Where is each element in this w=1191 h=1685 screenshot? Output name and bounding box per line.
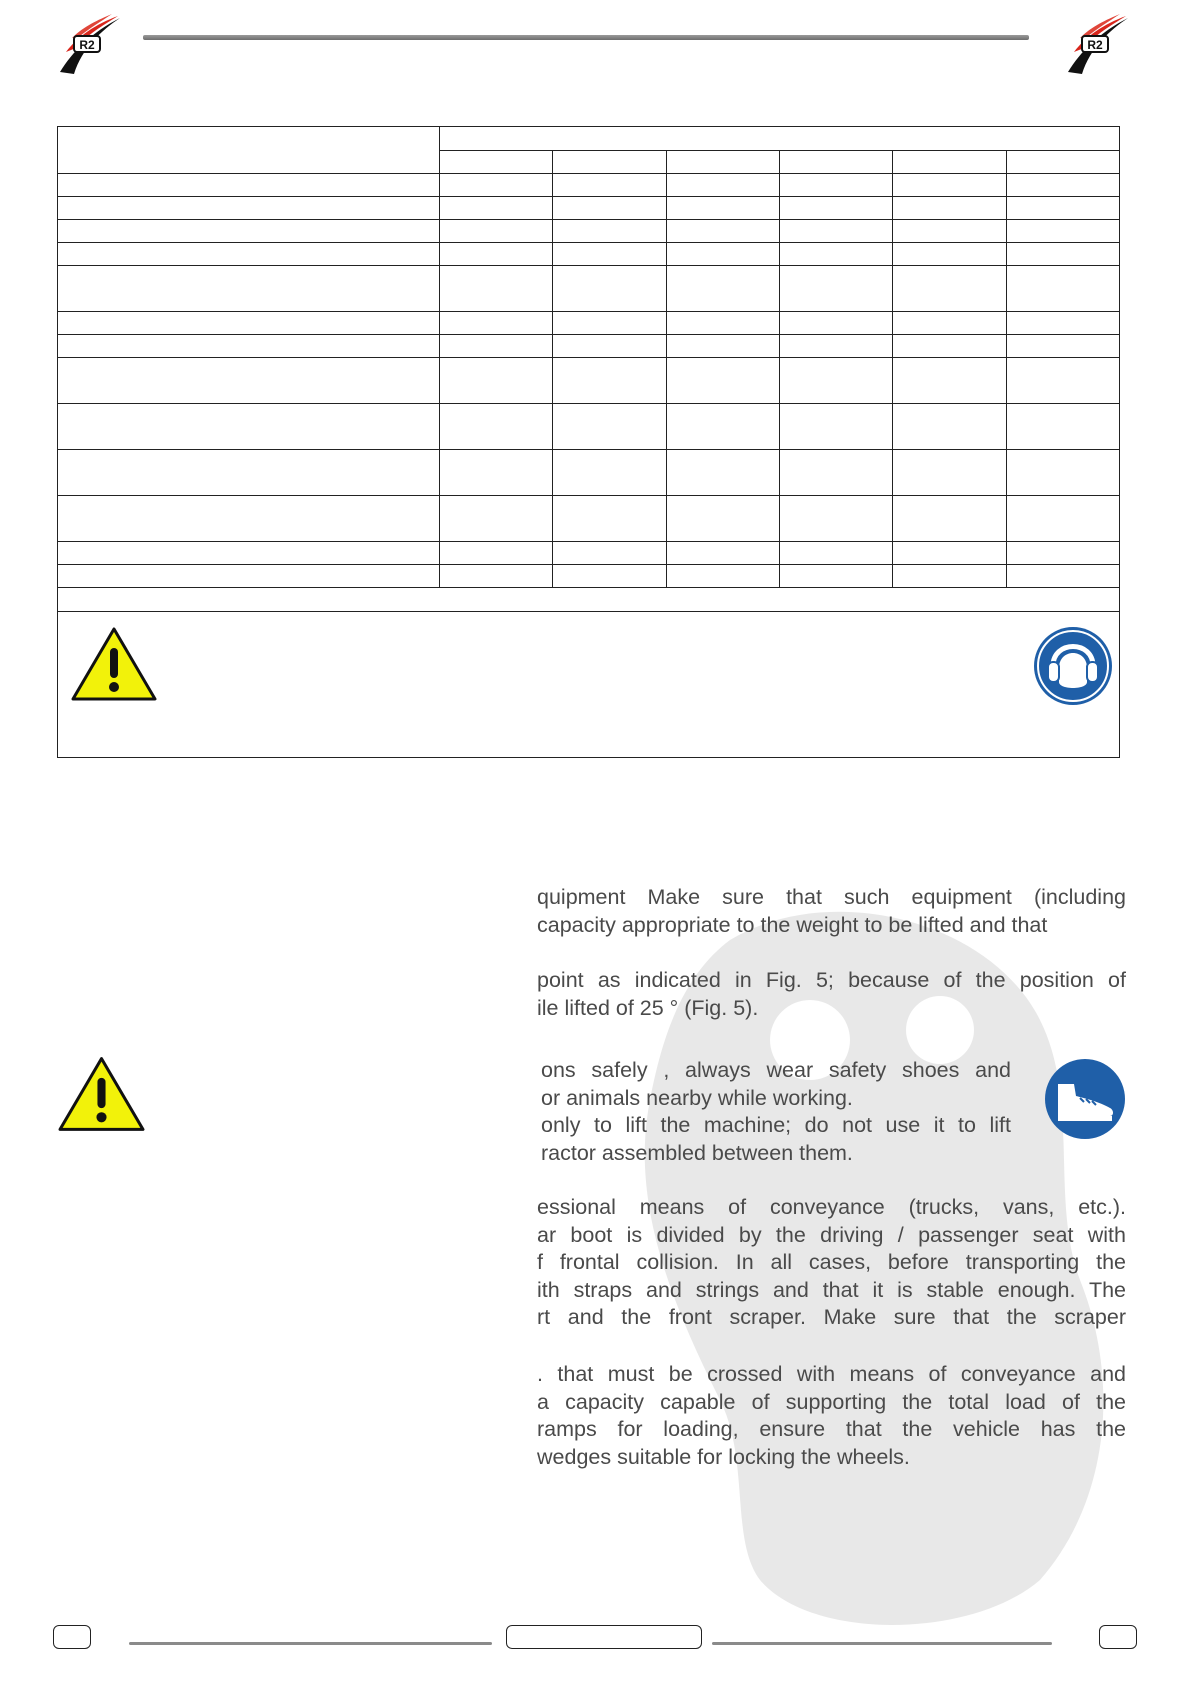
text-line: or animals nearby while working.	[541, 1085, 853, 1110]
table-value-cell	[893, 496, 1006, 542]
table-value-cell	[893, 565, 1006, 588]
table-value-cell	[1006, 243, 1119, 266]
table-value-cell	[553, 266, 666, 312]
table-row	[58, 197, 1120, 220]
text-line: point as indicated in Fig. 5; because of the position of	[537, 968, 1126, 992]
table-value-cell	[893, 312, 1006, 335]
table-value-cell	[893, 450, 1006, 496]
page-number-box-right	[1099, 1625, 1137, 1649]
table-note-row	[58, 588, 1120, 612]
table-value-cell	[1006, 335, 1119, 358]
table-value-cell	[666, 542, 779, 565]
table-label-cell	[58, 174, 440, 197]
table-warning-row	[58, 612, 1120, 758]
page-number-box-left	[53, 1625, 91, 1649]
text-line: ith straps and strings and that it is stable enough. The	[537, 1277, 1126, 1302]
table-row	[58, 266, 1120, 312]
table-warning-cell	[58, 612, 1120, 758]
table-value-cell	[1006, 220, 1119, 243]
table-value-cell	[1006, 404, 1119, 450]
table-label-cell	[58, 335, 440, 358]
ear-protection-icon	[1033, 626, 1113, 706]
r2-logo	[1060, 12, 1132, 80]
table-value-cell	[666, 243, 779, 266]
paragraph-ramps	[537, 1361, 1126, 1471]
table-value-cell	[440, 450, 553, 496]
table-value-cell	[779, 312, 892, 335]
table-header-row	[58, 127, 1120, 151]
text-line: wedges suitable for locking the wheels.	[537, 1444, 910, 1469]
text-line: ractor assembled between them.	[541, 1140, 853, 1165]
table-row	[58, 404, 1120, 450]
table-value-cell	[779, 496, 892, 542]
table-row	[58, 565, 1120, 588]
table-value-cell	[553, 197, 666, 220]
table-row	[58, 542, 1120, 565]
footer-center-box	[506, 1625, 702, 1649]
table-value-cell	[440, 312, 553, 335]
table-label-cell	[58, 496, 440, 542]
table-value-cell	[666, 404, 779, 450]
table-value-cell	[440, 358, 553, 404]
table-value-cell	[553, 220, 666, 243]
table-header-cell	[553, 151, 666, 174]
table-value-cell	[440, 174, 553, 197]
table-row	[58, 335, 1120, 358]
table-header-cell	[893, 151, 1006, 174]
text-line: f frontal collision. In all cases, before transporting the	[537, 1250, 1126, 1274]
table-value-cell	[553, 450, 666, 496]
table-value-cell	[1006, 312, 1119, 335]
table-value-cell	[553, 404, 666, 450]
table-label-cell	[58, 243, 440, 266]
table-value-cell	[779, 542, 892, 565]
table-header-cell	[1006, 151, 1119, 174]
table-value-cell	[893, 404, 1006, 450]
text-line: only to lift the machine; do not use it to lift	[541, 1113, 1011, 1137]
table-value-cell	[893, 266, 1006, 312]
text-line: ar boot is divided by the driving / passenger seat with	[537, 1222, 1126, 1247]
table-value-cell	[893, 542, 1006, 565]
table-header-label-cell	[58, 127, 440, 174]
table-value-cell	[440, 542, 553, 565]
table-row	[58, 174, 1120, 197]
table-row	[58, 220, 1120, 243]
table-value-cell	[893, 243, 1006, 266]
table-value-cell	[893, 335, 1006, 358]
table-label-cell	[58, 312, 440, 335]
table-value-cell	[666, 312, 779, 335]
table-value-cell	[666, 496, 779, 542]
text-line: capacity appropriate to the weight to be lifted and that	[537, 912, 1048, 937]
warning-triangle-icon	[70, 626, 158, 702]
table-value-cell	[440, 404, 553, 450]
table-value-cell	[779, 174, 892, 197]
text-line: essional means of conveyance (trucks, vans, etc.).	[537, 1195, 1126, 1219]
paragraph-safety-shoes	[541, 1057, 1011, 1167]
table-header-cell	[666, 151, 779, 174]
table-value-cell	[1006, 358, 1119, 404]
text-line: ramps for loading, ensure that the vehicle has the	[537, 1417, 1126, 1441]
table-value-cell	[893, 358, 1006, 404]
table-value-cell	[553, 312, 666, 335]
table-value-cell	[779, 197, 892, 220]
table-value-cell	[666, 174, 779, 197]
table-value-cell	[666, 358, 779, 404]
svg-text:R2: R2	[79, 38, 95, 52]
table-value-cell	[440, 243, 553, 266]
table-value-cell	[779, 565, 892, 588]
table-value-cell	[440, 565, 553, 588]
paragraph-lifting-point	[537, 967, 1126, 1022]
table-label-cell	[58, 450, 440, 496]
text-line: . that must be crossed with means of conveyance and	[537, 1362, 1126, 1386]
table-value-cell	[1006, 174, 1119, 197]
header-rule	[143, 35, 1029, 40]
warning-triangle-icon	[57, 1055, 146, 1133]
table-label-cell	[58, 358, 440, 404]
table-row	[58, 358, 1120, 404]
table-value-cell	[779, 266, 892, 312]
footer-rule-right	[712, 1642, 1052, 1645]
table-value-cell	[779, 450, 892, 496]
text-line: ile lifted of 25 ° (Fig. 5).	[537, 995, 759, 1020]
paragraph-transport	[537, 1194, 1126, 1332]
table-header-cell	[440, 151, 553, 174]
table-value-cell	[1006, 197, 1119, 220]
table-value-cell	[666, 335, 779, 358]
text-line: ons safely , always wear safety shoes and	[541, 1058, 1011, 1082]
footer-rule-left	[129, 1642, 492, 1645]
table-value-cell	[1006, 542, 1119, 565]
safety-shoes-icon	[1044, 1058, 1126, 1140]
table-header-cell	[779, 151, 892, 174]
table-value-cell	[440, 266, 553, 312]
table-label-cell	[58, 220, 440, 243]
table-label-cell	[58, 565, 440, 588]
table-value-cell	[779, 404, 892, 450]
text-line: rt and the front scraper. Make sure that the scraper	[537, 1305, 1126, 1329]
table-value-cell	[1006, 496, 1119, 542]
table-header-group-cell	[440, 127, 1120, 151]
table-value-cell	[893, 220, 1006, 243]
table-label-cell	[58, 404, 440, 450]
table-value-cell	[666, 220, 779, 243]
table-value-cell	[1006, 565, 1119, 588]
r2-logo	[52, 12, 124, 80]
table-value-cell	[1006, 450, 1119, 496]
table-value-cell	[666, 197, 779, 220]
table-value-cell	[666, 565, 779, 588]
svg-text:R2: R2	[1087, 38, 1103, 52]
table-value-cell	[779, 220, 892, 243]
table-value-cell	[779, 243, 892, 266]
text-line: a capacity capable of supporting the total load of the	[537, 1389, 1126, 1414]
table-value-cell	[553, 243, 666, 266]
table-value-cell	[553, 565, 666, 588]
table-value-cell	[553, 542, 666, 565]
table-value-cell	[553, 496, 666, 542]
table-value-cell	[779, 358, 892, 404]
table-note-cell	[58, 588, 1120, 612]
table-value-cell	[440, 197, 553, 220]
table-value-cell	[440, 335, 553, 358]
table-value-cell	[666, 266, 779, 312]
table-row	[58, 312, 1120, 335]
paragraph-lifting-equipment	[537, 884, 1126, 939]
spec-table	[57, 126, 1120, 758]
table-value-cell	[666, 450, 779, 496]
table-row	[58, 243, 1120, 266]
table-value-cell	[1006, 266, 1119, 312]
table-value-cell	[553, 335, 666, 358]
table-value-cell	[553, 174, 666, 197]
table-row	[58, 496, 1120, 542]
table-value-cell	[440, 220, 553, 243]
table-value-cell	[440, 496, 553, 542]
table-row	[58, 450, 1120, 496]
table-value-cell	[553, 358, 666, 404]
table-value-cell	[893, 174, 1006, 197]
table-label-cell	[58, 266, 440, 312]
table-value-cell	[779, 335, 892, 358]
table-label-cell	[58, 197, 440, 220]
table-value-cell	[893, 197, 1006, 220]
text-line: quipment Make sure that such equipment (including	[537, 885, 1126, 909]
table-label-cell	[58, 542, 440, 565]
